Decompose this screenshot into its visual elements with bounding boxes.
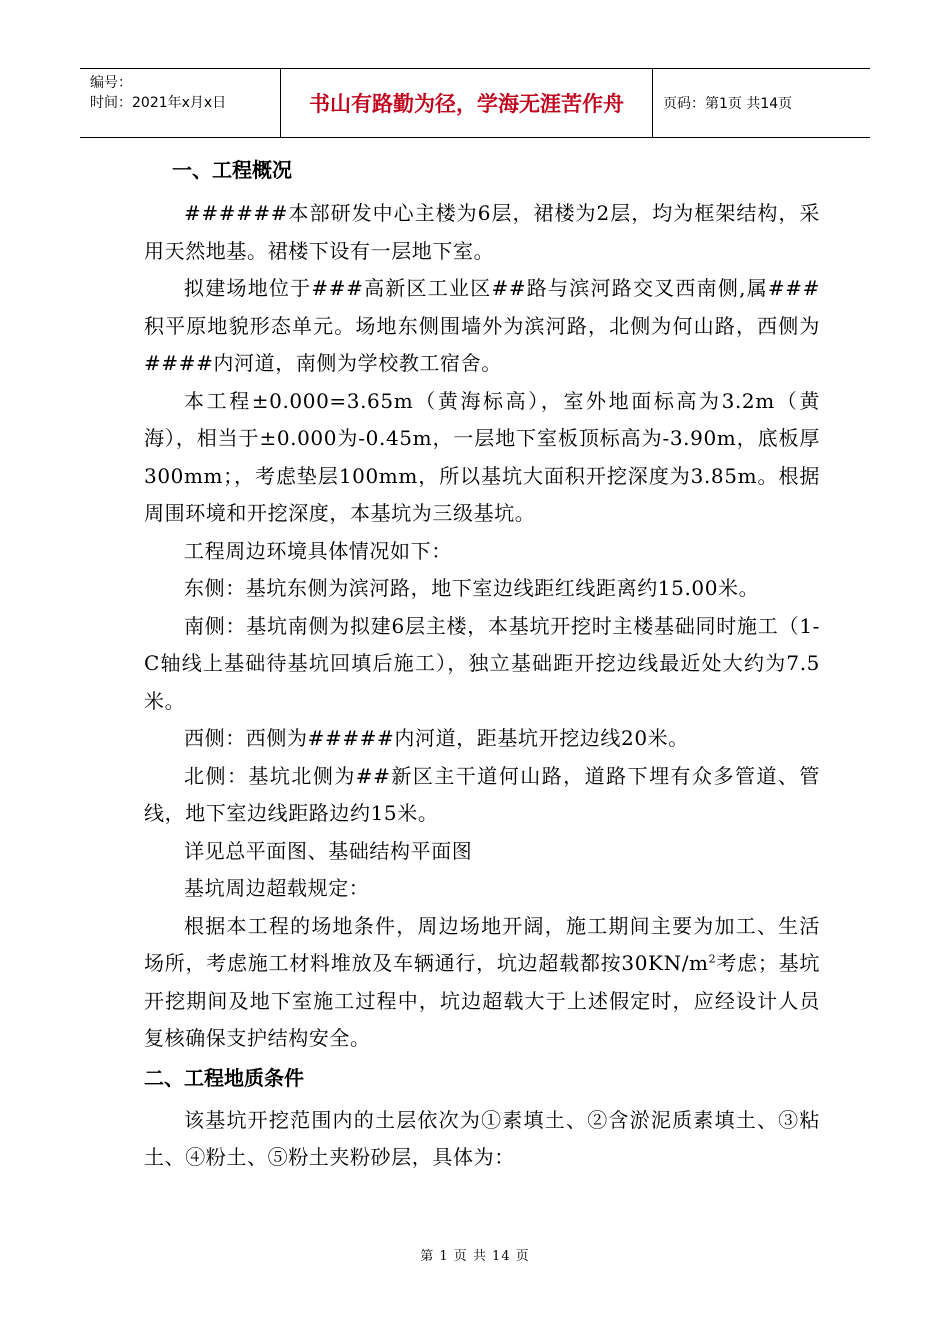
header-motto: 书山有路勤为径，学海无涯苦作舟 [281, 69, 653, 137]
paragraph: 工程周边环境具体情况如下： [184, 538, 452, 563]
number-label: 编号： [90, 75, 132, 91]
header-page-info: 页码：第1页 共14页 [663, 96, 793, 112]
time-label: 时间：2021年x月x日 [90, 95, 227, 111]
superscript: 2 [708, 952, 717, 966]
paragraph: 本工程±0.000=3.65m（黄海标高），室外地面标高为3.2m（黄海），相当于±0.000为-0.45m，一层地下室板顶标高为-3.90m，底板厚300mm；，考虑垫层100mm，所以基坑大面积开挖深度为3.85m。根据周围环境和开挖深度，本基坑为三级基坑。 [144, 388, 820, 525]
paragraph: ######本部研发中心主楼为6层，裙楼为2层，均为框架结构，采用天然地基。裙楼下设有一层地下室。 [144, 201, 820, 263]
section-2-title: 二、工程地质条件 [144, 1065, 304, 1090]
paragraph: 北侧：基坑北侧为##新区主干道何山路，道路下埋有众多管道、管线，地下室边线距路边约15米。 [144, 763, 820, 825]
paragraph [144, 908, 820, 1058]
paragraph: 详见总平面图、基础结构平面图 [184, 838, 473, 863]
header-meta [80, 69, 281, 137]
paragraph: 该基坑开挖范围内的土层依次为①素填土、②含淤泥质素填土、③粘土、④粉土、⑤粉土夹粉砂层，具体为： [144, 1107, 820, 1169]
document-header [80, 68, 870, 138]
page-footer: 第 1 页 共 14 页 [420, 1249, 530, 1264]
paragraph: 东侧：基坑东侧为滨河路，地下室边线距红线距离约15.00米。 [184, 576, 760, 600]
paragraph: 拟建场地位于###高新区工业区##路与滨河路交叉西南侧,属###积平原地貌形态单元。场地东侧围墙外为滨河路，北侧为何山路，西侧为####内河道，南侧为学校教工宿舍。 [144, 276, 820, 375]
paragraph-text: 考虑；基坑开挖期间及地下室施工过程中，坑边超载大于上述假定时，应经设计人员复核确保支护结构安全。 [144, 951, 821, 1050]
paragraph: 南侧：基坑南侧为拟建6层主楼，本基坑开挖时主楼基础同时施工（1-C轴线上基础待基坑回填后施工），独立基础距开挖边线最近处大约为7.5米。 [144, 613, 820, 713]
paragraph: 基坑周边超载规定： [184, 876, 370, 900]
section-1-title: 一、工程概况 [172, 158, 292, 182]
document-body [144, 150, 820, 1177]
paragraph-text: 根据本工程的场地条件，周边场地开阔，施工期间主要为加工、生活场所，考虑施工材料堆放及车辆通行，坑边超载都按30KN/m [144, 913, 820, 975]
paragraph: 西侧：西侧为#####内河道，距基坑开挖边线20米。 [184, 726, 689, 750]
